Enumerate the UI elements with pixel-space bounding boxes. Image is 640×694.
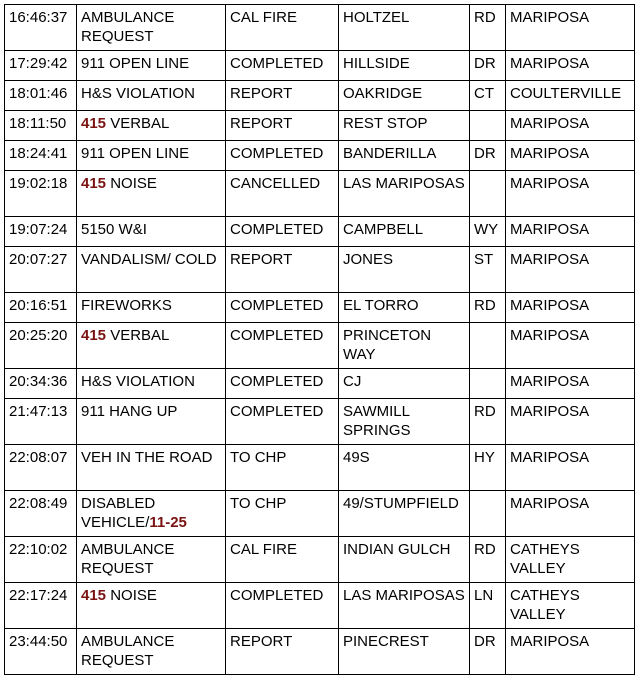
call-type-cell [77, 5, 226, 51]
call-type-text: VANDALISM/ COLD [81, 251, 217, 268]
call-type-cell [77, 583, 226, 629]
time-cell: 16:46:37 [5, 5, 77, 51]
suffix-cell: CT [470, 81, 506, 111]
time-cell: 23:44:50 [5, 629, 77, 675]
time-cell: 19:07:24 [5, 217, 77, 247]
city-cell: MARIPOSA [506, 629, 635, 675]
city-cell: MARIPOSA [506, 141, 635, 171]
street-cell: REST STOP [339, 111, 470, 141]
table-row [5, 629, 635, 675]
street-cell: CJ [339, 369, 470, 399]
time-cell: 20:16:51 [5, 293, 77, 323]
call-type-cell [77, 445, 226, 491]
suffix-cell [470, 491, 506, 537]
disposition-cell: REPORT [226, 629, 339, 675]
street-cell: EL TORRO [339, 293, 470, 323]
time-cell: 20:34:36 [5, 369, 77, 399]
table-row [5, 293, 635, 323]
penal-code: 415 [81, 175, 107, 192]
penal-code: 415 [81, 587, 107, 604]
disposition-cell: COMPLETED [226, 369, 339, 399]
street-cell: PRINCETON WAY [339, 323, 470, 369]
table-row [5, 369, 635, 399]
disposition-cell: CAL FIRE [226, 5, 339, 51]
suffix-cell: RD [470, 537, 506, 583]
disposition-cell: TO CHP [226, 445, 339, 491]
disposition-cell: COMPLETED [226, 323, 339, 369]
call-type-text: VEH IN THE ROAD [81, 449, 213, 466]
time-cell: 18:24:41 [5, 141, 77, 171]
penal-code: 415 [81, 115, 107, 132]
city-cell: MARIPOSA [506, 51, 635, 81]
time-cell: 21:47:13 [5, 399, 77, 445]
call-type-cell [77, 247, 226, 293]
table-row [5, 171, 635, 217]
city-cell: MARIPOSA [506, 399, 635, 445]
table-row [5, 141, 635, 171]
disposition-cell: COMPLETED [226, 141, 339, 171]
disposition-cell: REPORT [226, 111, 339, 141]
street-cell: JONES [339, 247, 470, 293]
call-type-text: 911 OPEN LINE [81, 145, 190, 162]
suffix-cell: RD [470, 399, 506, 445]
call-type-text: VERBAL [106, 115, 170, 132]
street-cell: 49S [339, 445, 470, 491]
street-cell: INDIAN GULCH [339, 537, 470, 583]
table-row [5, 399, 635, 445]
table-row [5, 81, 635, 111]
call-type-cell [77, 81, 226, 111]
time-cell: 22:08:49 [5, 491, 77, 537]
street-cell: 49/STUMPFIELD [339, 491, 470, 537]
call-type-text: H&S VIOLATION [81, 373, 195, 390]
city-cell: MARIPOSA [506, 323, 635, 369]
time-cell: 22:17:24 [5, 583, 77, 629]
city-cell: COULTERVILLE [506, 81, 635, 111]
city-cell: MARIPOSA [506, 171, 635, 217]
street-cell: PINECREST [339, 629, 470, 675]
table-row [5, 323, 635, 369]
suffix-cell: WY [470, 217, 506, 247]
disposition-cell: CANCELLED [226, 171, 339, 217]
city-cell: MARIPOSA [506, 445, 635, 491]
call-type-cell [77, 293, 226, 323]
call-type-cell [77, 537, 226, 583]
suffix-cell: LN [470, 583, 506, 629]
city-cell: MARIPOSA [506, 5, 635, 51]
call-type-text: 911 OPEN LINE [81, 55, 190, 72]
call-type-cell [77, 399, 226, 445]
call-type-text: FIREWORKS [81, 297, 172, 314]
call-type-cell [77, 323, 226, 369]
disposition-cell: REPORT [226, 247, 339, 293]
city-cell: MARIPOSA [506, 247, 635, 293]
call-type-cell [77, 111, 226, 141]
time-cell: 22:08:07 [5, 445, 77, 491]
disposition-cell: COMPLETED [226, 583, 339, 629]
call-type-text: DISABLED VEHICLE/ [81, 495, 156, 531]
disposition-cell: REPORT [226, 81, 339, 111]
call-type-text: AMBULANCE REQUEST [81, 541, 175, 577]
call-type-cell [77, 141, 226, 171]
street-cell: LAS MARIPOSAS [339, 583, 470, 629]
call-type-text: NOISE [106, 587, 157, 604]
street-cell: BANDERILLA [339, 141, 470, 171]
suffix-cell: DR [470, 51, 506, 81]
time-cell: 19:02:18 [5, 171, 77, 217]
call-type-text: 5150 W&I [81, 221, 147, 238]
suffix-cell [470, 369, 506, 399]
disposition-cell: COMPLETED [226, 399, 339, 445]
table-row [5, 491, 635, 537]
call-type-cell [77, 629, 226, 675]
table-row [5, 583, 635, 629]
call-type-cell [77, 51, 226, 81]
street-cell: HOLTZEL [339, 5, 470, 51]
time-cell: 20:25:20 [5, 323, 77, 369]
table-row [5, 217, 635, 247]
call-type-text: AMBULANCE REQUEST [81, 9, 175, 45]
table-row [5, 445, 635, 491]
call-type-text: VERBAL [106, 327, 170, 344]
time-cell: 18:01:46 [5, 81, 77, 111]
city-cell: MARIPOSA [506, 217, 635, 247]
call-log-table [4, 4, 635, 675]
time-cell: 17:29:42 [5, 51, 77, 81]
table-row [5, 51, 635, 81]
disposition-cell: COMPLETED [226, 51, 339, 81]
call-type-cell [77, 171, 226, 217]
suffix-cell: RD [470, 293, 506, 323]
call-type-text: NOISE [106, 175, 157, 192]
city-cell: MARIPOSA [506, 491, 635, 537]
penal-code: 11-25 [149, 513, 187, 531]
city-cell: MARIPOSA [506, 111, 635, 141]
suffix-cell: RD [470, 5, 506, 51]
disposition-cell: COMPLETED [226, 293, 339, 323]
call-type-text: H&S VIOLATION [81, 85, 195, 102]
call-type-cell [77, 491, 226, 537]
time-cell: 20:07:27 [5, 247, 77, 293]
call-log-body [5, 5, 635, 675]
time-cell: 18:11:50 [5, 111, 77, 141]
table-row [5, 247, 635, 293]
suffix-cell: HY [470, 445, 506, 491]
table-row [5, 5, 635, 51]
city-cell: MARIPOSA [506, 369, 635, 399]
suffix-cell: DR [470, 629, 506, 675]
street-cell: CAMPBELL [339, 217, 470, 247]
city-cell: MARIPOSA [506, 293, 635, 323]
street-cell: OAKRIDGE [339, 81, 470, 111]
call-type-cell [77, 369, 226, 399]
street-cell: SAWMILL SPRINGS [339, 399, 470, 445]
table-row [5, 111, 635, 141]
suffix-cell [470, 111, 506, 141]
call-type-cell [77, 217, 226, 247]
street-cell: LAS MARIPOSAS [339, 171, 470, 217]
call-type-text: AMBULANCE REQUEST [81, 633, 175, 669]
city-cell: CATHEYS VALLEY [506, 537, 635, 583]
suffix-cell: ST [470, 247, 506, 293]
penal-code: 415 [81, 327, 107, 344]
suffix-cell [470, 323, 506, 369]
disposition-cell: COMPLETED [226, 217, 339, 247]
time-cell: 22:10:02 [5, 537, 77, 583]
suffix-cell [470, 171, 506, 217]
street-cell: HILLSIDE [339, 51, 470, 81]
disposition-cell: TO CHP [226, 491, 339, 537]
disposition-cell: CAL FIRE [226, 537, 339, 583]
call-type-text: 911 HANG UP [81, 403, 178, 420]
city-cell: CATHEYS VALLEY [506, 583, 635, 629]
suffix-cell: DR [470, 141, 506, 171]
table-row [5, 537, 635, 583]
